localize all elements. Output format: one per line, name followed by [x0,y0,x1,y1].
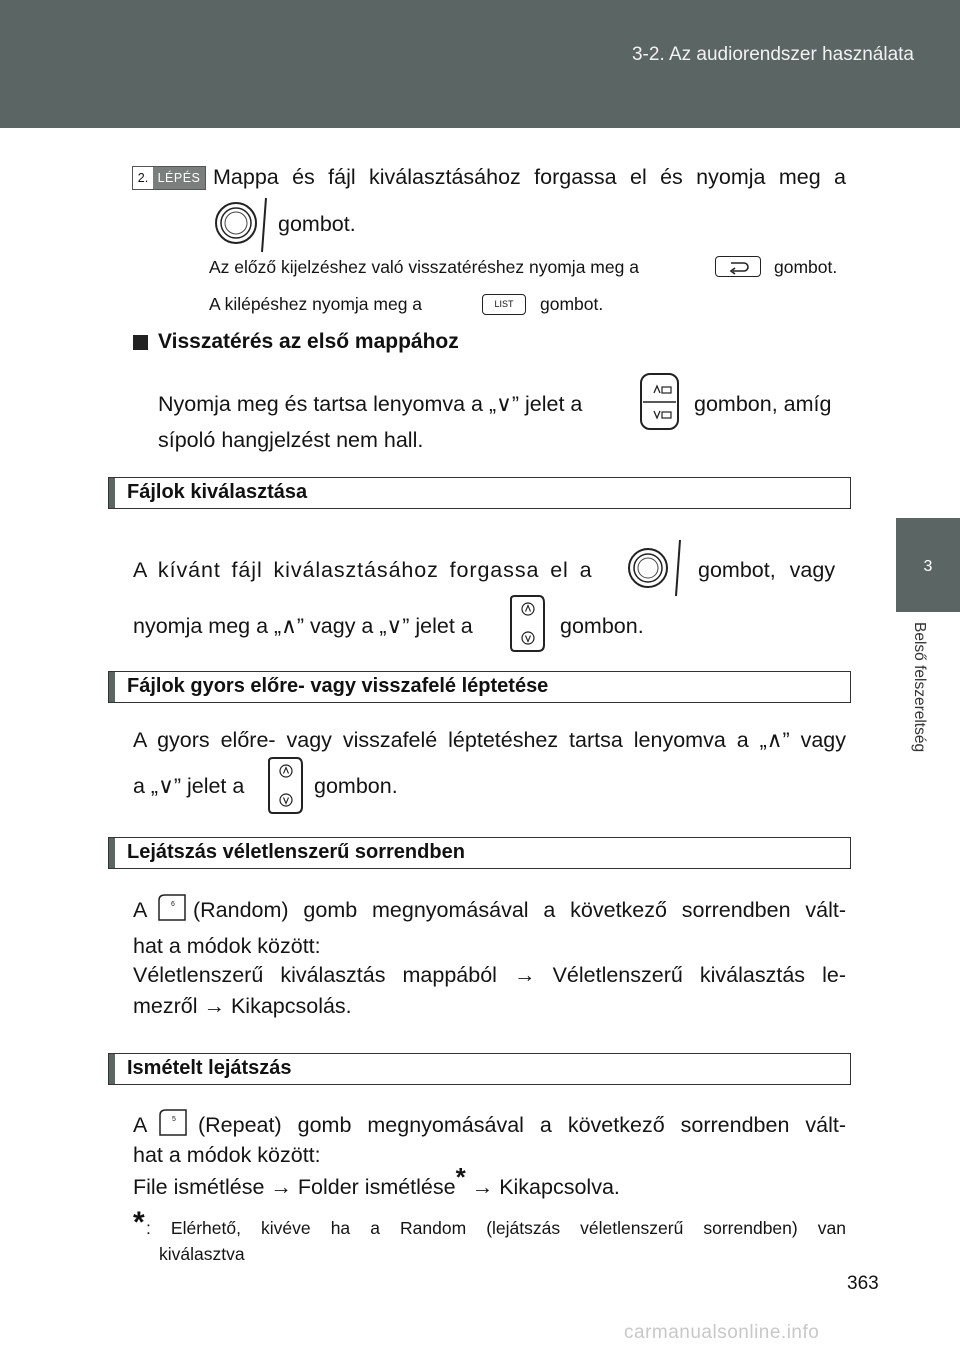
folder-up-down-button-icon [640,373,680,431]
select-files-line-1-suffix: gombot, vagy [698,558,836,582]
repeat-line-2: hat a módok között: [133,1143,321,1167]
repeat-line-3b: → Kikapcsolva. [471,1175,620,1199]
section-fast-skip [108,671,851,703]
step-badge [132,166,206,190]
first-folder-line-1-suffix: gombon, amíg [694,392,832,416]
chapter-number: 3 [923,558,933,575]
svg-text:5: 5 [172,1116,176,1123]
step-number: 2. [133,167,153,189]
footnote-asterisk: * [455,1161,466,1192]
preset-button-icon [158,1109,188,1137]
page-header [0,0,960,128]
select-files-line-2-suffix: gombon. [560,614,644,638]
fast-skip-line-2-prefix: a „∨” jelet a [133,774,245,798]
footnote-line-1: : Elérhető, kivéve ha a Random (lejátszás véletlenszerű sorrendben) van [146,1218,846,1238]
preset-button-icon [157,894,187,922]
step-note-back-suffix: gombot. [774,257,838,277]
back-button-icon [715,256,761,277]
chapter-tab [896,518,960,612]
footnote-mark: * [133,1206,145,1239]
seek-up-down-button-icon [265,757,305,815]
step-note-exit-prefix: A kilépéshez nyomja meg a [209,294,423,314]
random-line-1-prefix: A [133,898,148,922]
fast-skip-line-2-suffix: gombon. [314,774,398,798]
section-title: Lejátszás véletlenszerű sorrendben [127,841,465,863]
repeat-line-1-suffix: (Repeat) gomb megnyomásával a következő sorrendben vált- [198,1113,846,1137]
section-repeat [108,1053,851,1085]
page-number: 363 [847,1273,879,1294]
step-note-exit-suffix: gombot. [540,294,604,314]
repeat-line-3a: File ismétlése → Folder ismétlése [133,1175,456,1199]
step-note-back-prefix: Az előző kijelzéshez való visszatéréshez nyomja meg a [209,257,639,277]
seek-up-down-button-icon [507,595,547,653]
repeat-line-1-prefix: A [133,1113,148,1137]
random-line-2: hat a módok között: [133,934,321,958]
square-bullet-icon [133,335,148,350]
first-folder-line-2: sípoló hangjelzést nem hall. [158,428,424,452]
random-line-3: Véletlenszerű kiválasztás mappából → Véletlenszerű kiválasztás le- [133,963,846,987]
section-random [108,837,851,869]
footnote-line-2: kiválasztva [159,1244,245,1264]
step-label: LÉPÉS [153,167,205,189]
step-line-2: gombot. [278,212,356,236]
svg-text:6: 6 [171,901,175,908]
repeat-line-3 [133,1161,620,1200]
first-folder-heading: Visszatérés az első mappához [158,330,459,353]
select-files-line-1-prefix: A kívánt fájl kiválasztásához forgassa el a [133,558,593,582]
tune-knob-icon [628,538,686,598]
random-line-1-suffix: (Random) gomb megnyomásával a következő sorrendben vált- [193,898,846,922]
first-folder-line-1-prefix: Nyomja meg és tartsa lenyomva a „∨” jelet a [158,392,583,416]
watermark: carmanualsonline.info [624,1322,820,1343]
section-title: Fájlok kiválasztása [127,481,308,503]
chapter-side-label: Belső felszereltség [911,622,928,753]
random-line-4: mezről → Kikapcsolás. [133,994,352,1018]
chapter-title: 3-2. Az audiorendszer használata [631,44,914,65]
section-title: Fájlok gyors előre- vagy visszafelé léptetése [127,675,549,697]
select-files-line-2-prefix: nyomja meg a „∧” vagy a „∨” jelet a [133,614,473,638]
tune-knob-icon [212,196,270,254]
section-select-files [108,477,851,509]
section-title: Ismételt lejátszás [127,1057,292,1079]
list-button-icon: LIST [482,294,526,315]
step-line-1: Mappa és fájl kiválasztásához forgassa el és nyomja meg a [213,165,846,189]
fast-skip-line-1: A gyors előre- vagy visszafelé léptetéshez tartsa lenyomva a „∧” vagy [133,728,846,752]
